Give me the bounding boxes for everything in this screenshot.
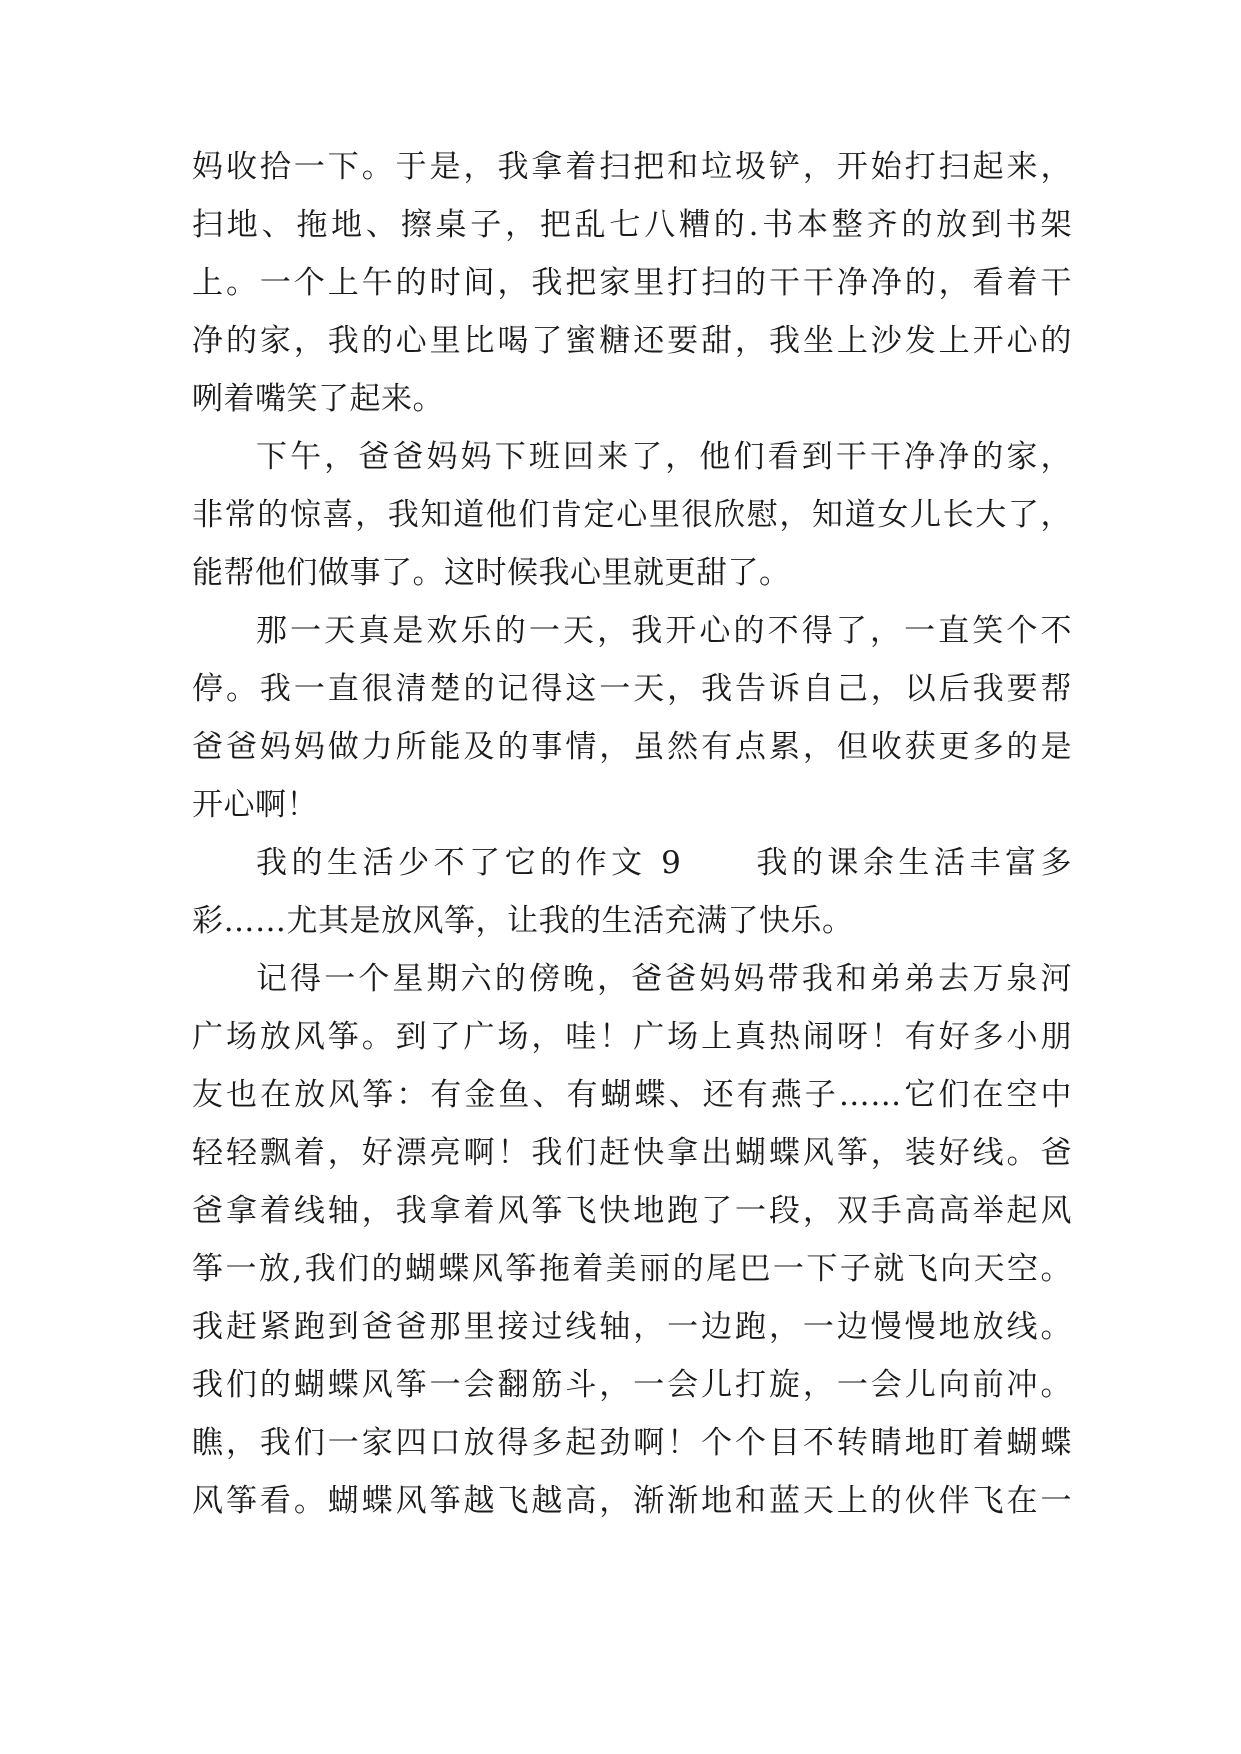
text-line: 妈收拾一下。于是，我拿着扫把和垃圾铲，开始打扫起来， <box>192 149 1072 185</box>
text-line: 瞧，我们一家四口放得多起劲啊！个个目不转睛地盯着蝴蝶 <box>192 1425 1072 1461</box>
text-line: 彩……尤其是放风筝，让我的生活充满了快乐。 <box>192 903 854 939</box>
text-line: 扫地、拖地、擦桌子，把乱七八糟的.书本整齐的放到书架 <box>192 207 1072 243</box>
text-line: 爸拿着线轴，我拿着风筝飞快地跑了一段，双手高高举起风 <box>192 1193 1072 1229</box>
paragraph-first-line: 下午，爸爸妈妈下班回来了，他们看到干干净净的家， <box>256 439 1072 475</box>
text-line: 净的家，我的心里比喝了蜜糖还要甜，我坐上沙发上开心的 <box>192 323 1072 359</box>
text-line: 停。我一直很清楚的记得这一天，我告诉自己，以后我要帮 <box>192 671 1072 707</box>
text-line: 非常的惊喜，我知道他们肯定心里很欣慰，知道女儿长大了， <box>192 497 1072 533</box>
text-line: 风筝看。蝴蝶风筝越飞越高，渐渐地和蓝天上的伙伴飞在一 <box>192 1483 1072 1519</box>
text-line: 开心啊！ <box>192 787 318 823</box>
paragraph-first-line: 记得一个星期六的傍晚，爸爸妈妈带我和弟弟去万泉河 <box>256 961 1072 997</box>
section-heading-line: 我的生活少不了它的作文 9 我的课余生活丰富多 <box>256 845 1072 881</box>
text-line: 筝一放,我们的蝴蝶风筝拖着美丽的尾巴一下子就飞向天空。 <box>192 1251 1072 1287</box>
text-line: 广场放风筝。到了广场，哇！广场上真热闹呀！有好多小朋 <box>192 1019 1072 1055</box>
text-line: 轻轻飘着，好漂亮啊！我们赶快拿出蝴蝶风筝，装好线。爸 <box>192 1135 1072 1171</box>
text-line: 咧着嘴笑了起来。 <box>192 381 444 417</box>
text-line: 我们的蝴蝶风筝一会翻筋斗，一会儿打旋，一会儿向前冲。 <box>192 1367 1072 1403</box>
text-line: 友也在放风筝：有金鱼、有蝴蝶、还有燕子……它们在空中 <box>192 1077 1072 1113</box>
text-line: 上。一个上午的时间，我把家里打扫的干干净净的，看着干 <box>192 265 1072 301</box>
paragraph-first-line: 那一天真是欢乐的一天，我开心的不得了，一直笑个不 <box>256 613 1072 649</box>
text-line: 能帮他们做事了。这时候我心里就更甜了。 <box>192 555 791 591</box>
text-line: 爸爸妈妈做力所能及的事情，虽然有点累，但收获更多的是 <box>192 729 1072 765</box>
text-line: 我赶紧跑到爸爸那里接过线轴，一边跑，一边慢慢地放线。 <box>192 1309 1072 1345</box>
